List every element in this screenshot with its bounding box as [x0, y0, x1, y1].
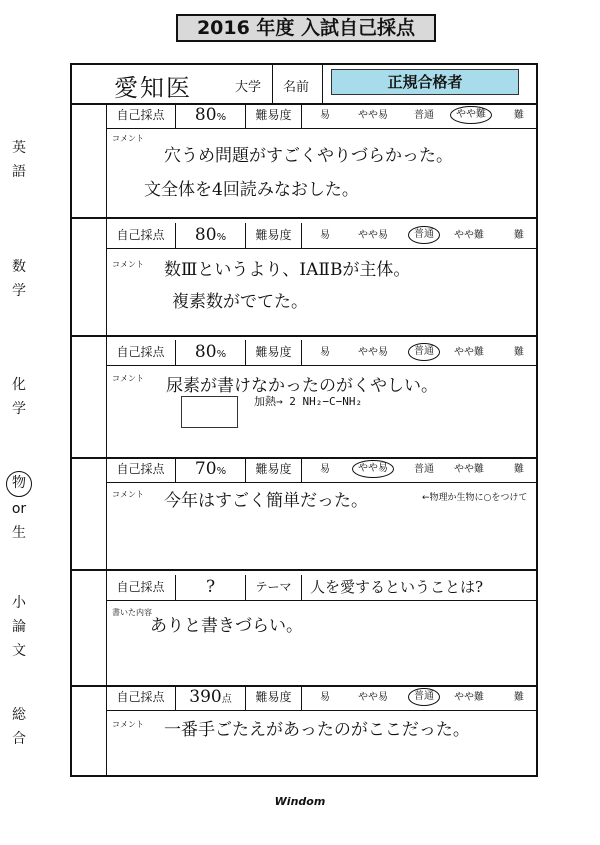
score-value: 70%	[176, 457, 246, 482]
comment-line: 今年はすごく簡単だった。	[164, 491, 368, 511]
page-title: 2016 年度 入試自己採点	[176, 14, 436, 42]
section-math	[12, 217, 536, 337]
comment-label: コメント	[112, 260, 144, 269]
comment-label: コメント	[112, 490, 144, 499]
name-field: 正規合格者	[331, 69, 519, 95]
section-label-column	[72, 217, 107, 335]
score-label: 自己採点	[106, 340, 176, 365]
section-label-column	[72, 457, 107, 569]
divider	[272, 65, 273, 103]
option-easy: 易	[320, 692, 330, 703]
difficulty-options	[302, 685, 536, 710]
university-name: 愛知医	[114, 74, 192, 102]
section-label-column	[72, 685, 107, 775]
comment-line: ありと書きづらい。	[150, 616, 303, 636]
option-somewhat-hard: やや難	[454, 464, 484, 475]
university-suffix: 大学	[235, 80, 262, 95]
option-easy: 易	[320, 230, 330, 241]
option-normal-selected: 普通	[408, 688, 440, 706]
option-normal-selected: 普通	[408, 343, 440, 361]
comment-line: 複素数がでてた。	[172, 292, 308, 312]
option-normal: 普通	[414, 110, 434, 121]
option-somewhat-hard: やや難	[454, 347, 484, 358]
option-somewhat-hard: やや難	[454, 230, 484, 241]
score-row	[106, 685, 536, 711]
difficulty-label: 難易度	[246, 685, 302, 710]
difficulty-options	[302, 457, 536, 482]
section-label-chemistry: 化 学	[12, 377, 26, 417]
reaction-equation: 加熱→ 2 NH₂−C−NH₂	[254, 395, 363, 408]
section-label-math: 数 学	[12, 259, 26, 299]
divider	[322, 65, 323, 103]
difficulty-label: 難易度	[246, 457, 302, 482]
theme-value: 人を愛するということは?	[310, 578, 484, 596]
option-somewhat-hard: やや難	[454, 692, 484, 703]
option-somewhat-easy: やや易	[358, 230, 388, 241]
section-label-total: 総 合	[12, 707, 26, 747]
section-label-column	[72, 335, 107, 457]
score-row	[106, 575, 536, 601]
header-row	[72, 65, 536, 105]
comment-label: コメント	[112, 720, 144, 729]
score-label: 自己採点	[106, 223, 176, 248]
difficulty-label: 難易度	[246, 103, 302, 128]
section-label-column	[72, 569, 107, 685]
section-label-essay: 小 論 文	[12, 595, 26, 659]
score-row	[106, 103, 536, 129]
comment-label: コメント	[112, 374, 144, 383]
score-row	[106, 457, 536, 483]
score-label: 自己採点	[106, 457, 176, 482]
option-hard: 難	[514, 692, 524, 703]
difficulty-label: 難易度	[246, 340, 302, 365]
comment-line: 文全体を4回読みなおした。	[144, 180, 359, 200]
option-hard: 難	[514, 464, 524, 475]
theme-label: テーマ	[246, 575, 302, 600]
comment-line: 数Ⅲというより、ⅠAⅡBが主体。	[164, 260, 411, 280]
difficulty-label: 難易度	[246, 223, 302, 248]
section-label-english: 英 語	[12, 140, 26, 180]
score-row	[106, 223, 536, 249]
section-chemistry	[12, 335, 536, 459]
score-label: 自己採点	[106, 685, 176, 710]
score-label: 自己採点	[106, 575, 176, 600]
option-hard: 難	[514, 110, 524, 121]
footer-brand: Windom	[274, 795, 326, 808]
score-value: 80%	[176, 103, 246, 128]
option-somewhat-hard-selected: やや難	[450, 106, 492, 124]
difficulty-options	[302, 340, 536, 365]
section-physics-or-biology	[11, 457, 536, 571]
difficulty-options	[302, 223, 536, 248]
option-somewhat-easy-selected: やや易	[352, 460, 394, 478]
option-normal: 普通	[414, 464, 434, 475]
score-value: 80%	[176, 340, 246, 365]
comment-label: コメント	[112, 134, 144, 143]
option-somewhat-easy: やや易	[358, 347, 388, 358]
score-value: ?	[176, 575, 246, 600]
option-somewhat-easy: やや易	[358, 110, 388, 121]
score-row	[106, 340, 536, 366]
option-easy: 易	[320, 464, 330, 475]
option-somewhat-easy: やや易	[358, 692, 388, 703]
comment-line: 一番手ごたえがあったのがここだった。	[164, 720, 470, 740]
section-total	[12, 685, 536, 775]
section-english	[12, 103, 536, 219]
option-easy: 易	[320, 347, 330, 358]
score-label: 自己採点	[106, 103, 176, 128]
score-value: 80%	[176, 223, 246, 248]
section-essay	[12, 569, 536, 687]
written-content-label: 書いた内容	[112, 608, 152, 617]
circled-physics: 物	[6, 471, 32, 497]
sketch-box	[181, 396, 238, 428]
name-label: 名前	[283, 80, 310, 95]
section-label-physics-or-biology: 物 or 生	[2, 471, 36, 545]
option-hard: 難	[514, 347, 524, 358]
section-label-column	[72, 103, 107, 217]
comment-line: 尿素が書けなかったのがくやしい。	[166, 376, 438, 396]
score-value: 390点	[176, 685, 246, 710]
comment-line: 穴うめ問題がすごくやりづらかった。	[164, 146, 453, 166]
score-sheet	[11, 63, 538, 777]
difficulty-options	[302, 103, 536, 128]
option-easy: 易	[320, 110, 330, 121]
instruction-note: ←物理か生物に○をつけて	[422, 493, 528, 503]
option-hard: 難	[514, 230, 524, 241]
option-normal-selected: 普通	[408, 226, 440, 244]
